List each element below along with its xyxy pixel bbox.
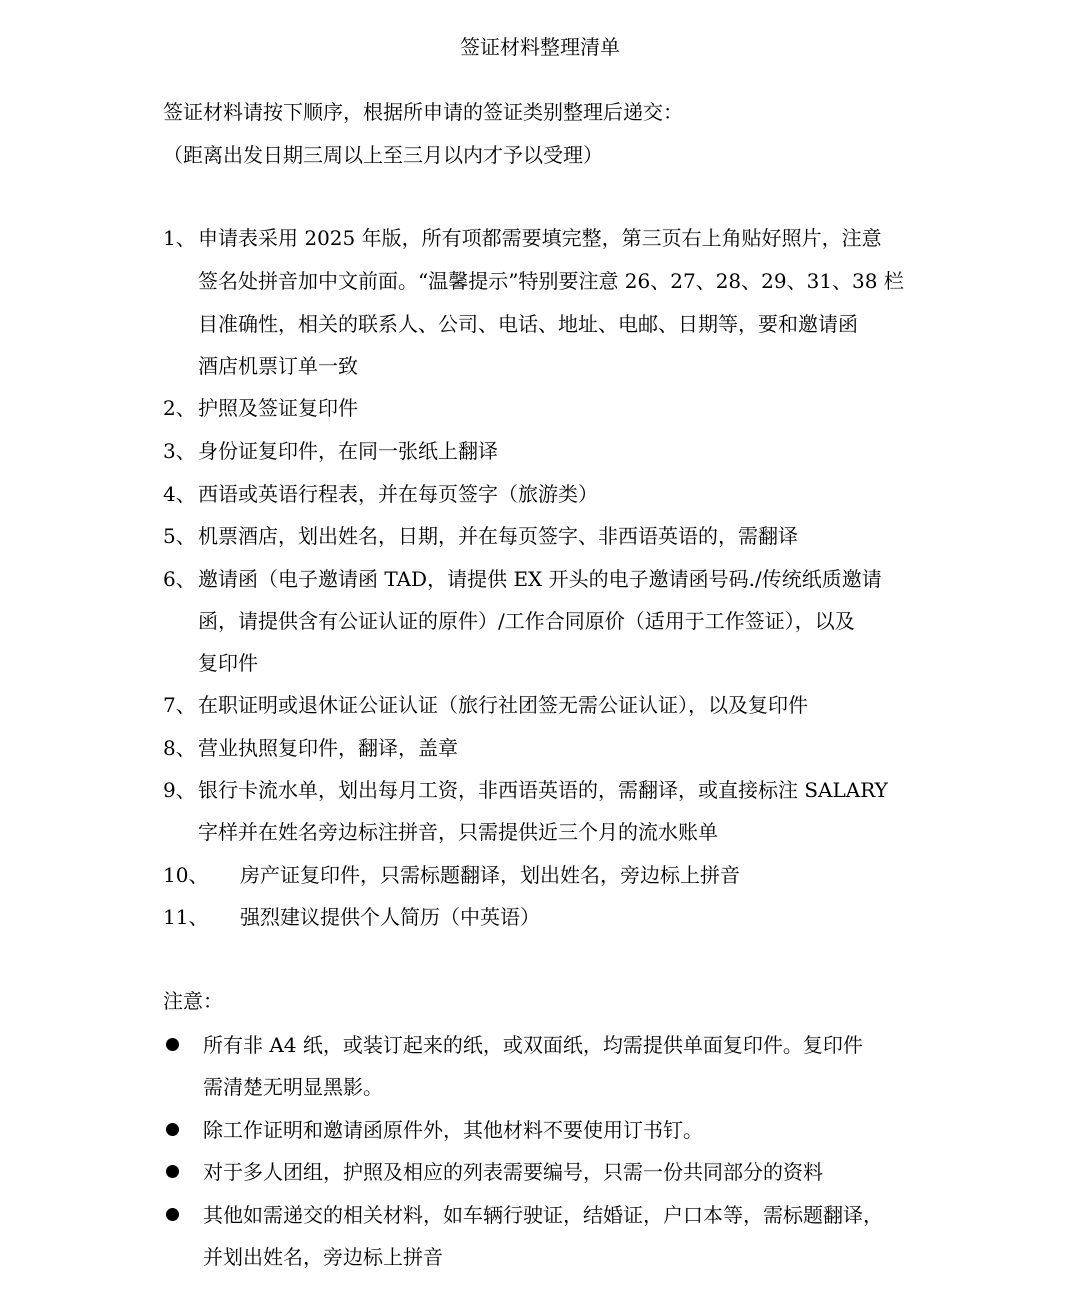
bullet-dot-icon <box>166 1208 179 1221</box>
item-number: 3、 <box>163 439 196 463</box>
note-text-line: 所有非 A4 纸，或装订起来的纸，或双面纸，均需提供单面复印件。复印件 <box>203 1033 863 1057</box>
item-number: 6、 <box>163 567 196 591</box>
item-text-line: 机票酒店，划出姓名，日期，并在每页签字、非西语英语的，需翻译 <box>198 524 798 548</box>
item-number: 7、 <box>163 693 196 717</box>
intro-line: 签证材料请按下顺序，根据所申请的签证类别整理后递交： <box>163 100 683 124</box>
note-text-line: 除工作证明和邀请函原件外，其他材料不要使用订书钉。 <box>203 1118 703 1142</box>
note-text-line: 需清楚无明显黑影。 <box>203 1075 383 1099</box>
item-number: 5、 <box>163 524 196 548</box>
bullet-dot-icon <box>166 1123 179 1136</box>
note-text-line: 其他如需递交的相关材料，如车辆行驶证，结婚证，户口本等，需标题翻译， <box>203 1203 883 1227</box>
item-number: 4、 <box>163 482 196 506</box>
item-text-line: 函，请提供含有公证认证的原件）/工作合同原价（适用于工作签证），以及 <box>198 609 855 633</box>
item-text-line: 字样并在姓名旁边标注拼音，只需提供近三个月的流水账单 <box>198 820 718 844</box>
item-text-line: 房产证复印件，只需标题翻译，划出姓名，旁边标上拼音 <box>240 863 740 887</box>
item-text-line: 身份证复印件，在同一张纸上翻译 <box>198 439 498 463</box>
item-number: 8、 <box>163 736 196 760</box>
note-text-line: 对于多人团组，护照及相应的列表需要编号，只需一份共同部分的资料 <box>203 1160 823 1184</box>
item-text-line: 在职证明或退休证公证认证（旅行社团签无需公证认证），以及复印件 <box>198 693 808 717</box>
item-text-line: 签名处拼音加中文前面。“温馨提示”特别要注意 26、27、28、29、31、38 栏 <box>198 269 904 293</box>
item-text-line: 护照及签证复印件 <box>198 396 358 420</box>
note-text-line: 并划出姓名，旁边标上拼音 <box>203 1245 443 1269</box>
item-text-line: 银行卡流水单，划出每月工资，非西语英语的，需翻译，或直接标注 SALARY <box>198 778 888 802</box>
item-text-line: 西语或英语行程表，并在每页签字（旅游类） <box>198 482 598 506</box>
item-number: 1、 <box>163 226 196 250</box>
intro-note-line: （距离出发日期三周以上至三月以内才予以受理） <box>163 143 603 167</box>
document-title: 签证材料整理清单 <box>460 35 620 59</box>
item-text-line: 复印件 <box>198 651 258 675</box>
item-text-line: 申请表采用 2025 年版，所有项都需要填完整，第三页右上角贴好照片，注意 <box>198 226 882 250</box>
bullet-dot-icon <box>166 1038 179 1051</box>
item-text-line: 营业执照复印件，翻译，盖章 <box>198 736 458 760</box>
item-text-line: 酒店机票订单一致 <box>198 354 358 378</box>
notes-heading: 注意： <box>163 989 223 1013</box>
item-number: 10、 <box>163 863 209 887</box>
item-text-line: 目准确性，相关的联系人、公司、电话、地址、电邮、日期等，要和邀请函 <box>198 312 858 336</box>
item-text-line: 强烈建议提供个人简历（中英语） <box>240 905 540 929</box>
item-number: 11、 <box>163 905 209 929</box>
item-text-line: 邀请函（电子邀请函 TAD，请提供 EX 开头的电子邀请函号码./传统纸质邀请 <box>198 567 882 591</box>
item-number: 9、 <box>163 778 196 802</box>
item-number: 2、 <box>163 396 196 420</box>
bullet-dot-icon <box>166 1165 179 1178</box>
